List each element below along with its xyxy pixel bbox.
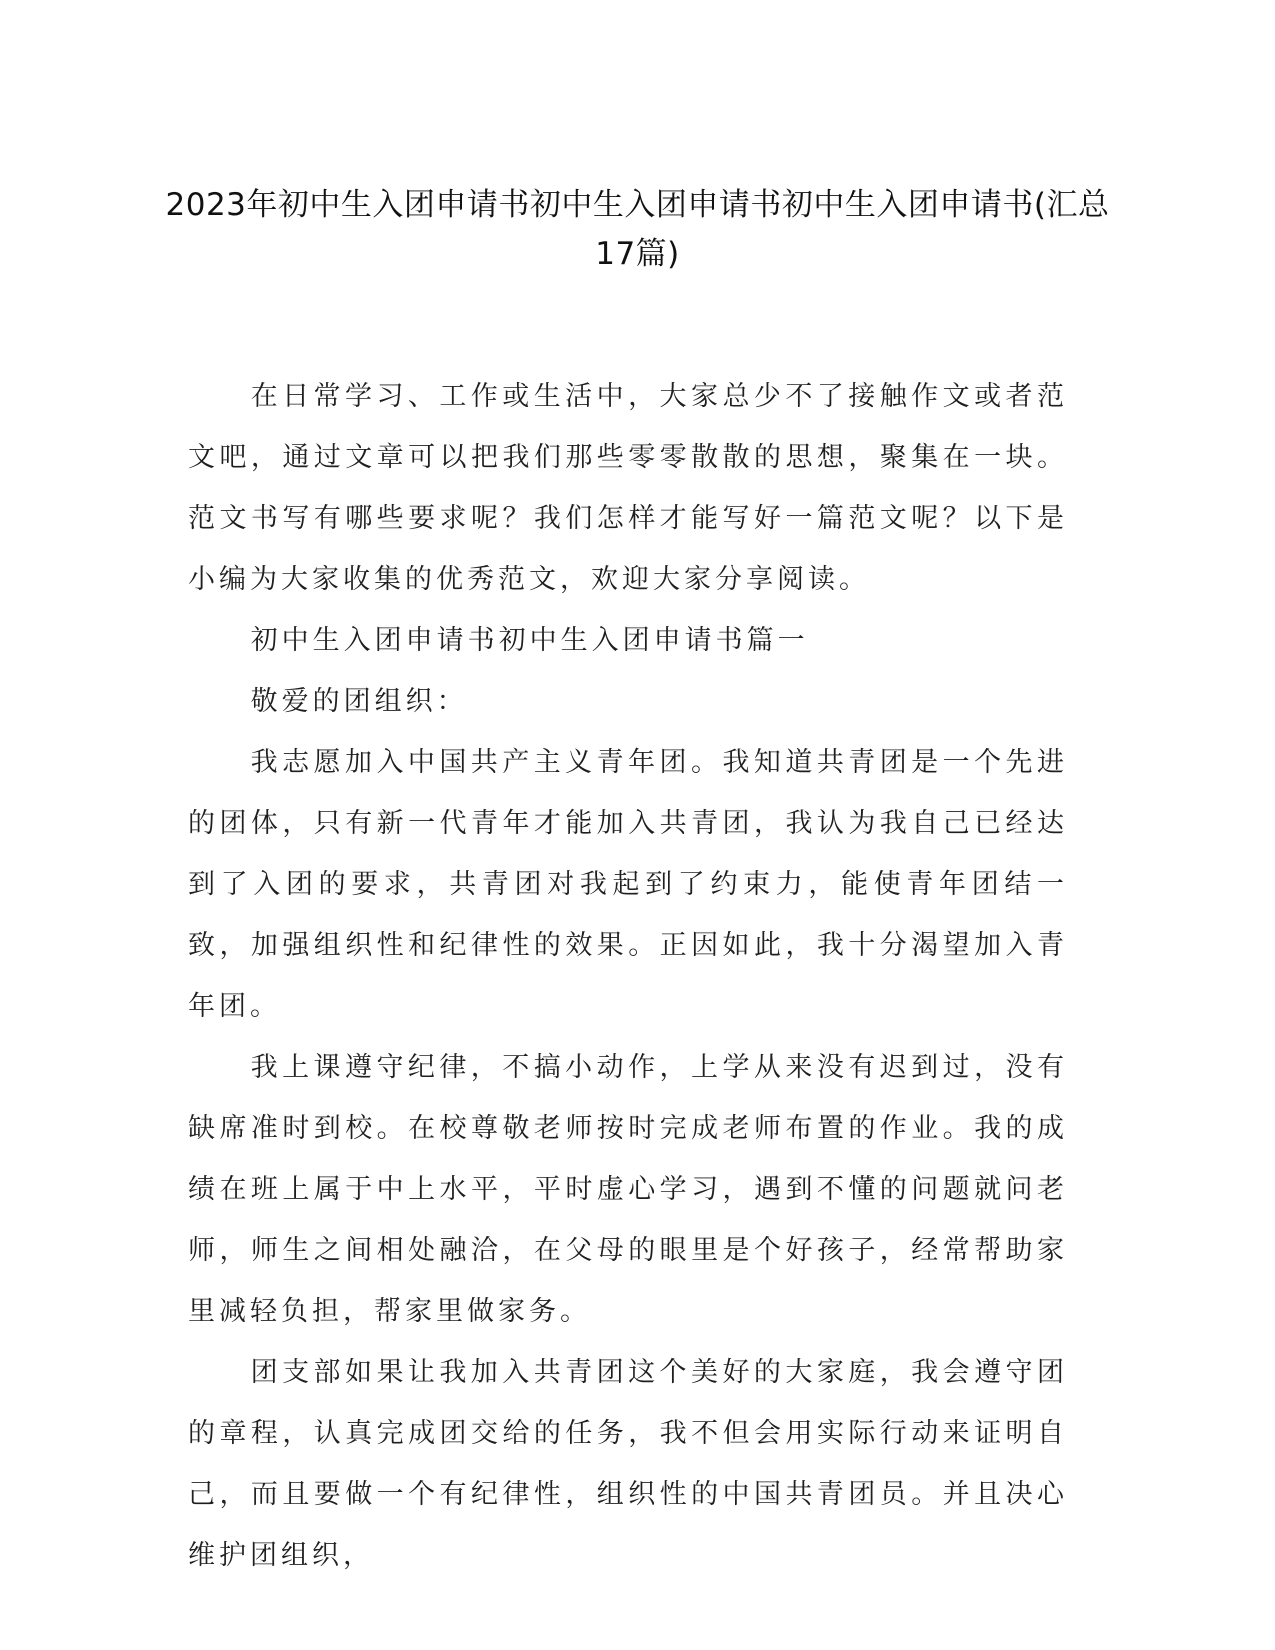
salutation: 敬爱的团组织： bbox=[250, 686, 468, 717]
paragraph: 我上课遵守纪律，不搞小动作，上学从来没有迟到过，没有缺席准时到校。在校尊敬老师按时完成老师布置的作业。我的成绩在班上属于中上水平，平时虚心学习，遇到不懂的问题就问老师，师生之间相处融洽，在父母的眼里是个好孩子，经常帮助家里减轻负担，帮家里做家务。 bbox=[188, 1052, 1068, 1327]
paragraph-intro: 在日常学习、工作或生活中，大家总少不了接触作文或者范文吧，通过文章可以把我们那些零零散散的思想，聚集在一块。范文书写有哪些要求呢？我们怎样才能写好一篇范文呢？以下是小编为大家收集的优秀范文，欢迎大家分享阅读。 bbox=[188, 381, 1068, 595]
document-body bbox=[188, 366, 1068, 1586]
section-heading: 初中生入团申请书初中生入团申请书篇一 bbox=[250, 625, 809, 656]
document-title: 2023年初中生入团申请书初中生入团申请书初中生入团申请书(汇总17篇) bbox=[165, 187, 1110, 272]
paragraph: 团支部如果让我加入共青团这个美好的大家庭，我会遵守团的章程，认真完成团交给的任务，我不但会用实际行动来证明自己，而且要做一个有纪律性，组织性的中国共青团员。并且决心维护团组织， bbox=[188, 1357, 1068, 1571]
paragraph: 我志愿加入中国共产主义青年团。我知道共青团是一个先进的团体，只有新一代青年才能加入共青团，我认为我自己已经达到了入团的要求，共青团对我起到了约束力，能使青年团结一致，加强组织性和纪律性的效果。正因如此，我十分渴望加入青年团。 bbox=[188, 747, 1068, 1022]
